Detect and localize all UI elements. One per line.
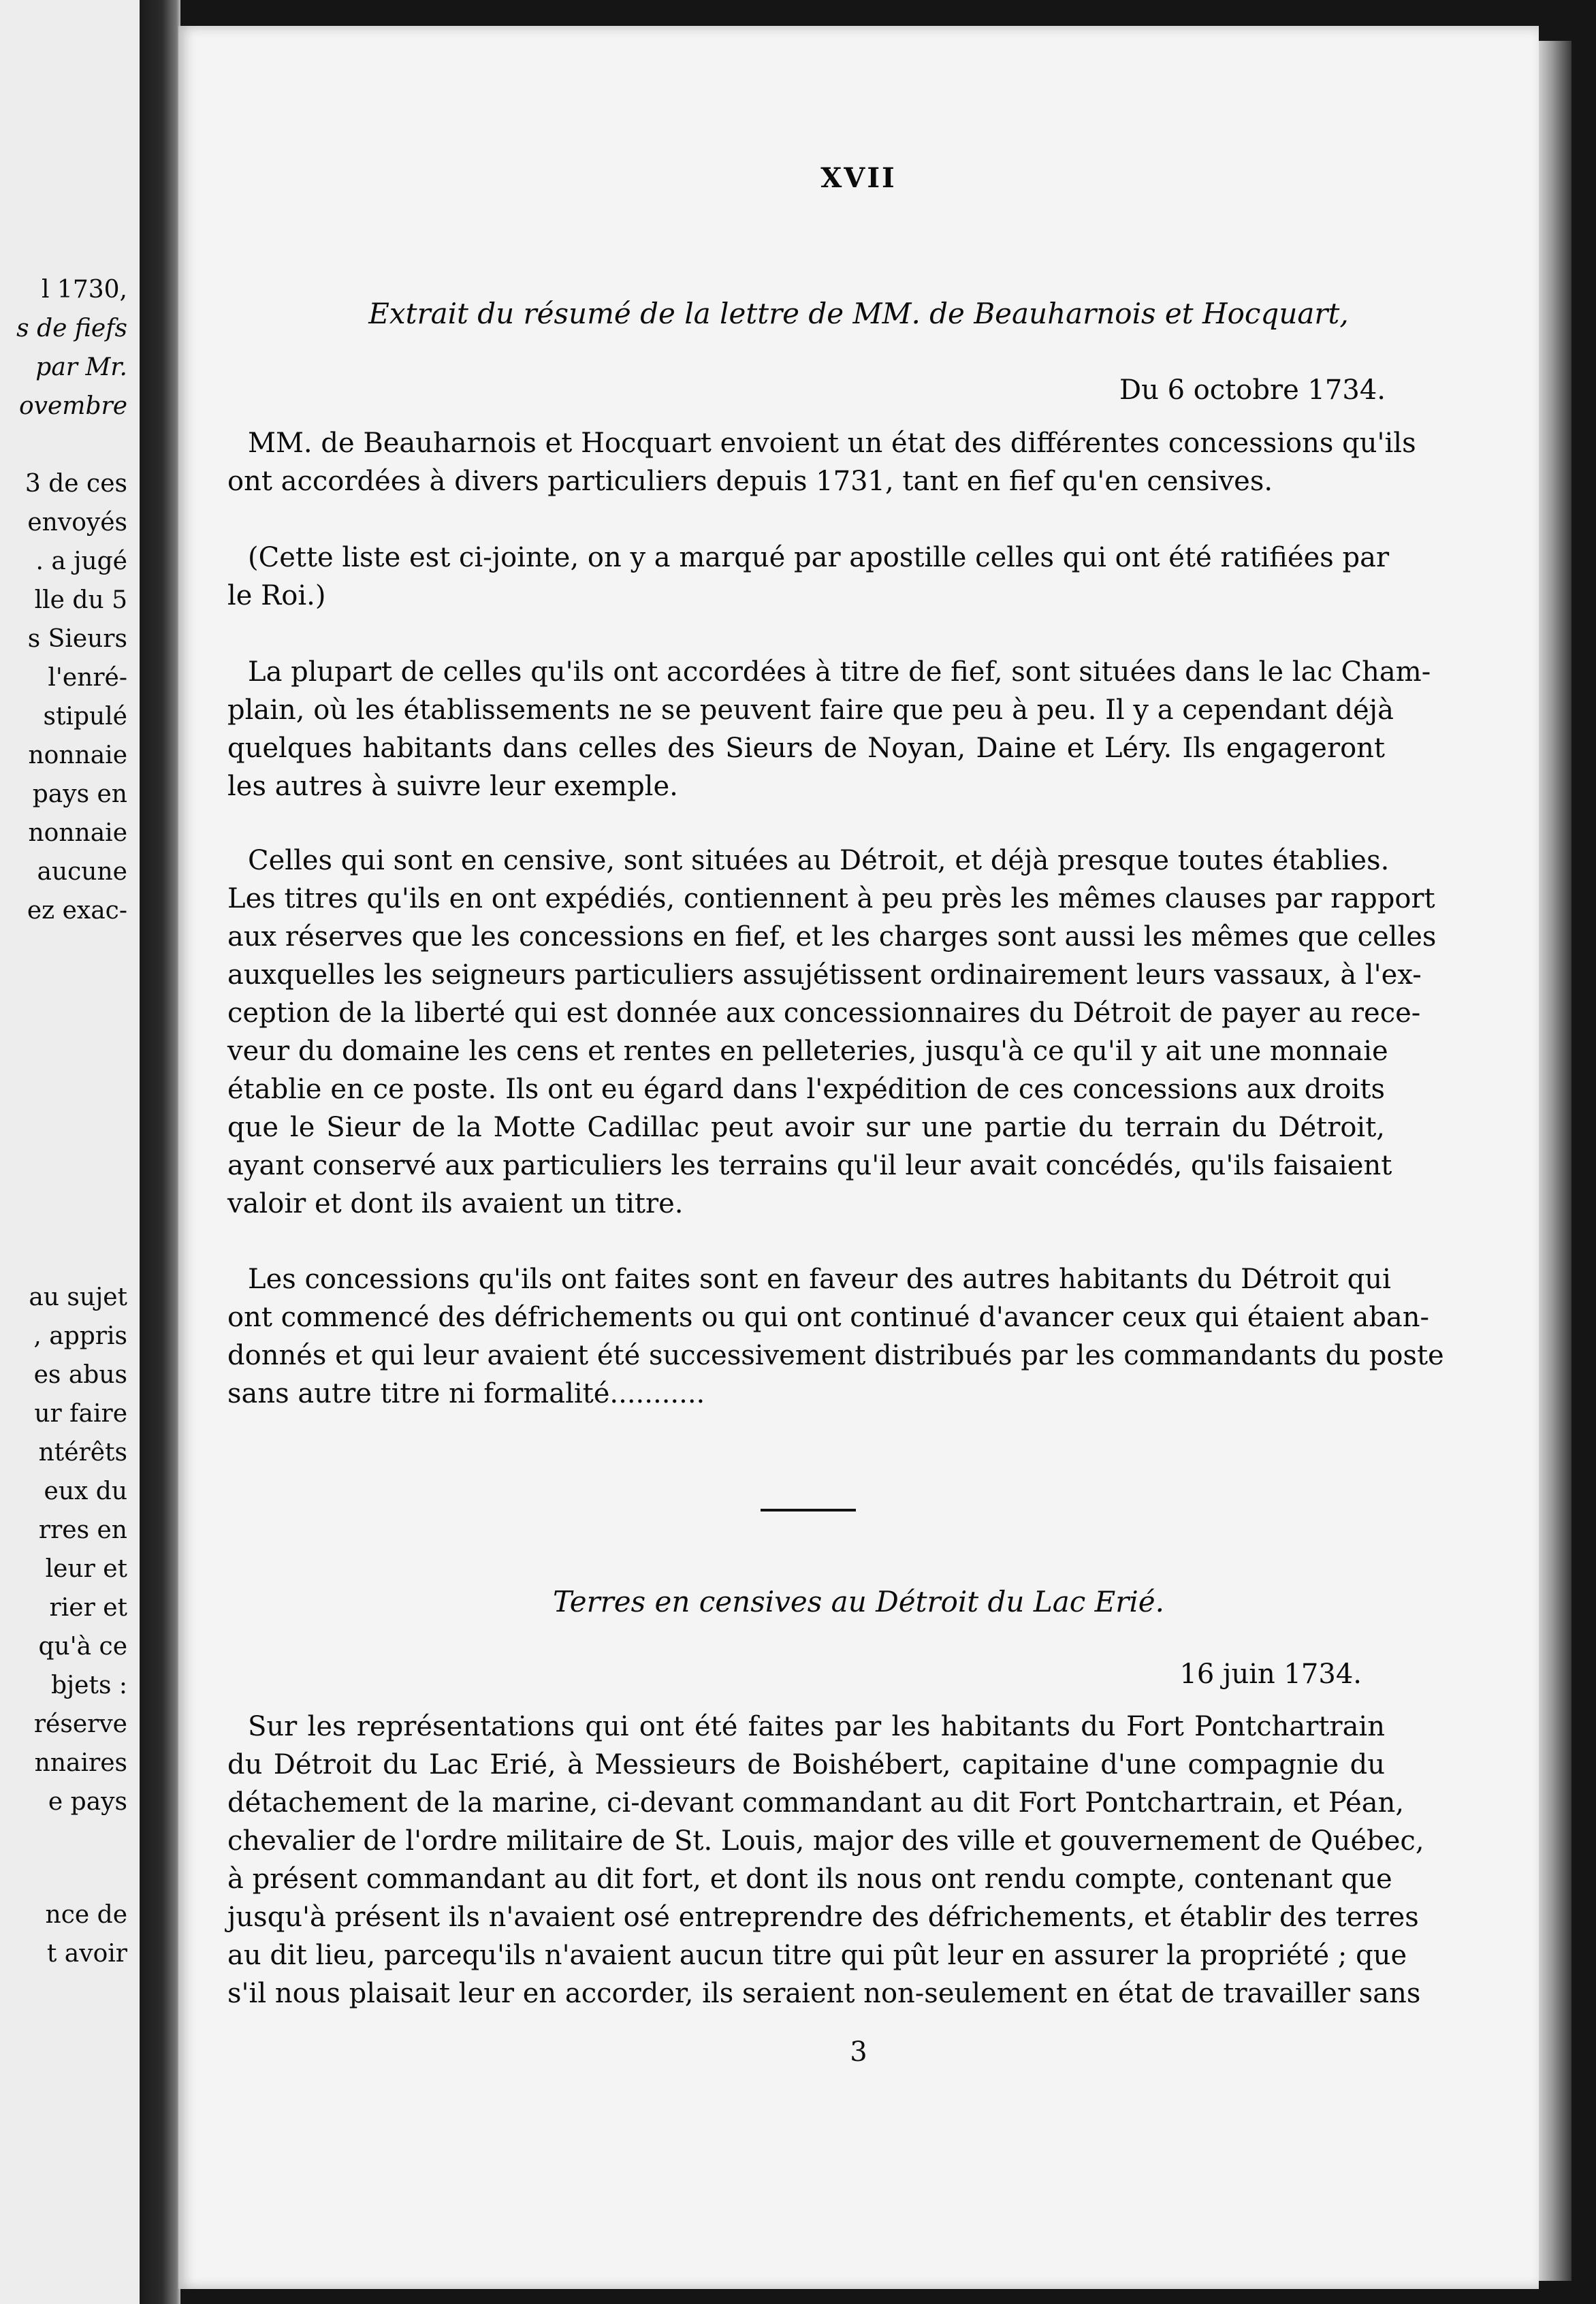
text-line: quelques habitants dans celles des Sieurs de Noyan, Daine et Léry. Ils engageront — [227, 733, 1385, 764]
facing-page-fragment — [0, 0, 140, 2304]
facing-page-text: stipulé — [43, 703, 127, 731]
section-divider — [761, 1509, 856, 1511]
facing-page-text: ntérêts — [38, 1439, 127, 1467]
facing-page-text: nnaires — [34, 1749, 127, 1777]
facing-page-text: l 1730, — [41, 276, 127, 304]
facing-page-text: l'enré- — [48, 664, 127, 692]
facing-page-text: nce de — [45, 1901, 127, 1929]
facing-page-text: t avoir — [46, 1940, 127, 1968]
text-line: auxquelles les seigneurs particuliers assujétissent ordinairement leurs vassaux, à l'ex- — [227, 959, 1422, 991]
paragraph — [227, 1260, 1444, 1413]
section2-date: 16 juin 1734. — [1179, 1659, 1362, 1690]
text-line: valoir et dont ils avaient un titre. — [227, 1188, 684, 1219]
text-line: les autres à suivre leur exemple. — [227, 771, 678, 802]
facing-page-text: ez exac- — [27, 897, 127, 925]
text-line: ception de la liberté qui est donnée aux concessionnaires du Détroit de payer au rece- — [227, 997, 1421, 1029]
text-line: aux réserves que les concessions en fief, et les charges sont aussi les mêmes que celles — [227, 921, 1437, 953]
facing-page-text: leur et — [45, 1555, 127, 1583]
facing-page-text: . a jugé — [35, 547, 127, 575]
book-gutter — [140, 0, 180, 2304]
section1-title: Extrait du résumé de la lettre de MM. de Beauharnois et Hocquart, — [368, 297, 1349, 330]
text-line: Les titres qu'ils en ont expédiés, contiennent à peu près les mêmes clauses par rapport — [227, 883, 1435, 914]
text-line: veur du domaine les cens et rentes en pelleteries, jusqu'à ce qu'il y ait une monnaie — [227, 1036, 1388, 1067]
section2-title: Terres en censives au Détroit du Lac Erié. — [552, 1585, 1165, 1618]
folio-number: 3 — [850, 2036, 867, 2068]
text-line: Celles qui sont en censive, sont situées au Détroit, et déjà presque toutes établies. — [248, 845, 1390, 876]
text-line: jusqu'à présent ils n'avaient osé entreprendre des défrichements, et établir des terres — [227, 1902, 1419, 1933]
text-line: s'il nous plaisait leur en accorder, ils seraient non-seulement en état de travailler sans — [227, 1978, 1421, 2009]
text-line: (Cette liste est ci-jointe, on y a marqué par apostille celles qui ont été ratifiées par — [248, 542, 1390, 573]
section1-date: Du 6 octobre 1734. — [1119, 374, 1386, 406]
text-line: à présent commandant au dit fort, et dont ils nous ont rendu compte, contenant que — [227, 1863, 1392, 1895]
facing-page-text: nonnaie — [28, 819, 127, 847]
facing-page-text: bjets : — [50, 1671, 127, 1699]
facing-page-text: pays en — [32, 780, 127, 808]
facing-page-text: eux du — [44, 1477, 127, 1505]
text-line: plain, où les établissements ne se peuvent faire que peu à peu. Il y a cependant déjà — [227, 694, 1394, 726]
text-line: ont commencé des défrichements ou qui ont continué d'avancer ceux qui étaient aban- — [227, 1302, 1430, 1333]
facing-page-text: ur faire — [34, 1400, 127, 1428]
page-number: XVII — [820, 162, 897, 194]
facing-page-text: par Mr. — [35, 353, 127, 381]
paragraph — [227, 842, 1437, 1223]
text-line: établie en ce poste. Ils ont eu égard dans l'expédition de ces concessions aux droits — [227, 1074, 1385, 1105]
text-line: que le Sieur de la Motte Cadillac peut avoir sur une partie du terrain du Détroit, — [227, 1112, 1385, 1143]
paragraph — [227, 539, 1390, 615]
text-line: MM. de Beauharnois et Hocquart envoient un état des différentes concessions qu'ils — [248, 428, 1416, 459]
text-line: Sur les représentations qui ont été faites par les habitants du Fort Pontchartrain — [248, 1711, 1385, 1742]
facing-page-text: e pays — [48, 1788, 127, 1816]
text-line: chevalier de l'ordre militaire de St. Louis, major des ville et gouvernement de Québec, — [227, 1825, 1424, 1857]
text-line: au dit lieu, parcequ'ils n'avaient aucun titre qui pût leur en assurer la propriété ; que — [227, 1940, 1407, 1971]
facing-page-text: réserve — [33, 1710, 127, 1738]
facing-page-text: au sujet — [29, 1283, 127, 1311]
facing-page-text: s Sieurs — [27, 625, 127, 653]
text-line: donnés et qui leur avaient été successivement distribués par les commandants du poste — [227, 1340, 1444, 1371]
facing-page-text: s de fiefs — [16, 315, 127, 342]
facing-page-text: envoyés — [27, 509, 127, 537]
text-line: détachement de la marine, ci-devant commandant au dit Fort Pontchartrain, et Péan, — [227, 1787, 1405, 1819]
facing-page-text: rier et — [49, 1594, 127, 1622]
facing-page-text: ovembre — [18, 392, 127, 420]
text-line: ont accordées à divers particuliers depuis 1731, tant en fief qu'en censives. — [227, 466, 1273, 497]
text-line: La plupart de celles qu'ils ont accordées à titre de fief, sont situées dans le lac Cham- — [248, 656, 1431, 688]
facing-page-text: , appris — [33, 1322, 127, 1350]
text-line: sans autre titre ni formalité........... — [227, 1378, 705, 1409]
facing-page-text: nonnaie — [28, 741, 127, 769]
paragraph — [227, 653, 1431, 805]
paragraph — [227, 424, 1416, 500]
text-line: du Détroit du Lac Erié, à Messieurs de Boishébert, capitaine d'une compagnie du — [227, 1749, 1385, 1780]
text-line: le Roi.) — [227, 580, 326, 611]
facing-page-text: aucune — [37, 858, 127, 886]
facing-page-text: rres en — [38, 1516, 127, 1544]
paragraph — [227, 1708, 1424, 2013]
facing-page-text: lle du 5 — [34, 586, 127, 614]
page-edge — [1539, 41, 1571, 2281]
main-page — [178, 26, 1539, 2289]
facing-page-text: qu'à ce — [38, 1633, 127, 1661]
text-line: ayant conservé aux particuliers les terrains qu'il leur avait concédés, qu'ils faisaient — [227, 1150, 1392, 1181]
facing-page-text: 3 de ces — [25, 470, 127, 498]
facing-page-text: es abus — [33, 1361, 127, 1389]
text-line: Les concessions qu'ils ont faites sont en faveur des autres habitants du Détroit qui — [248, 1264, 1391, 1295]
